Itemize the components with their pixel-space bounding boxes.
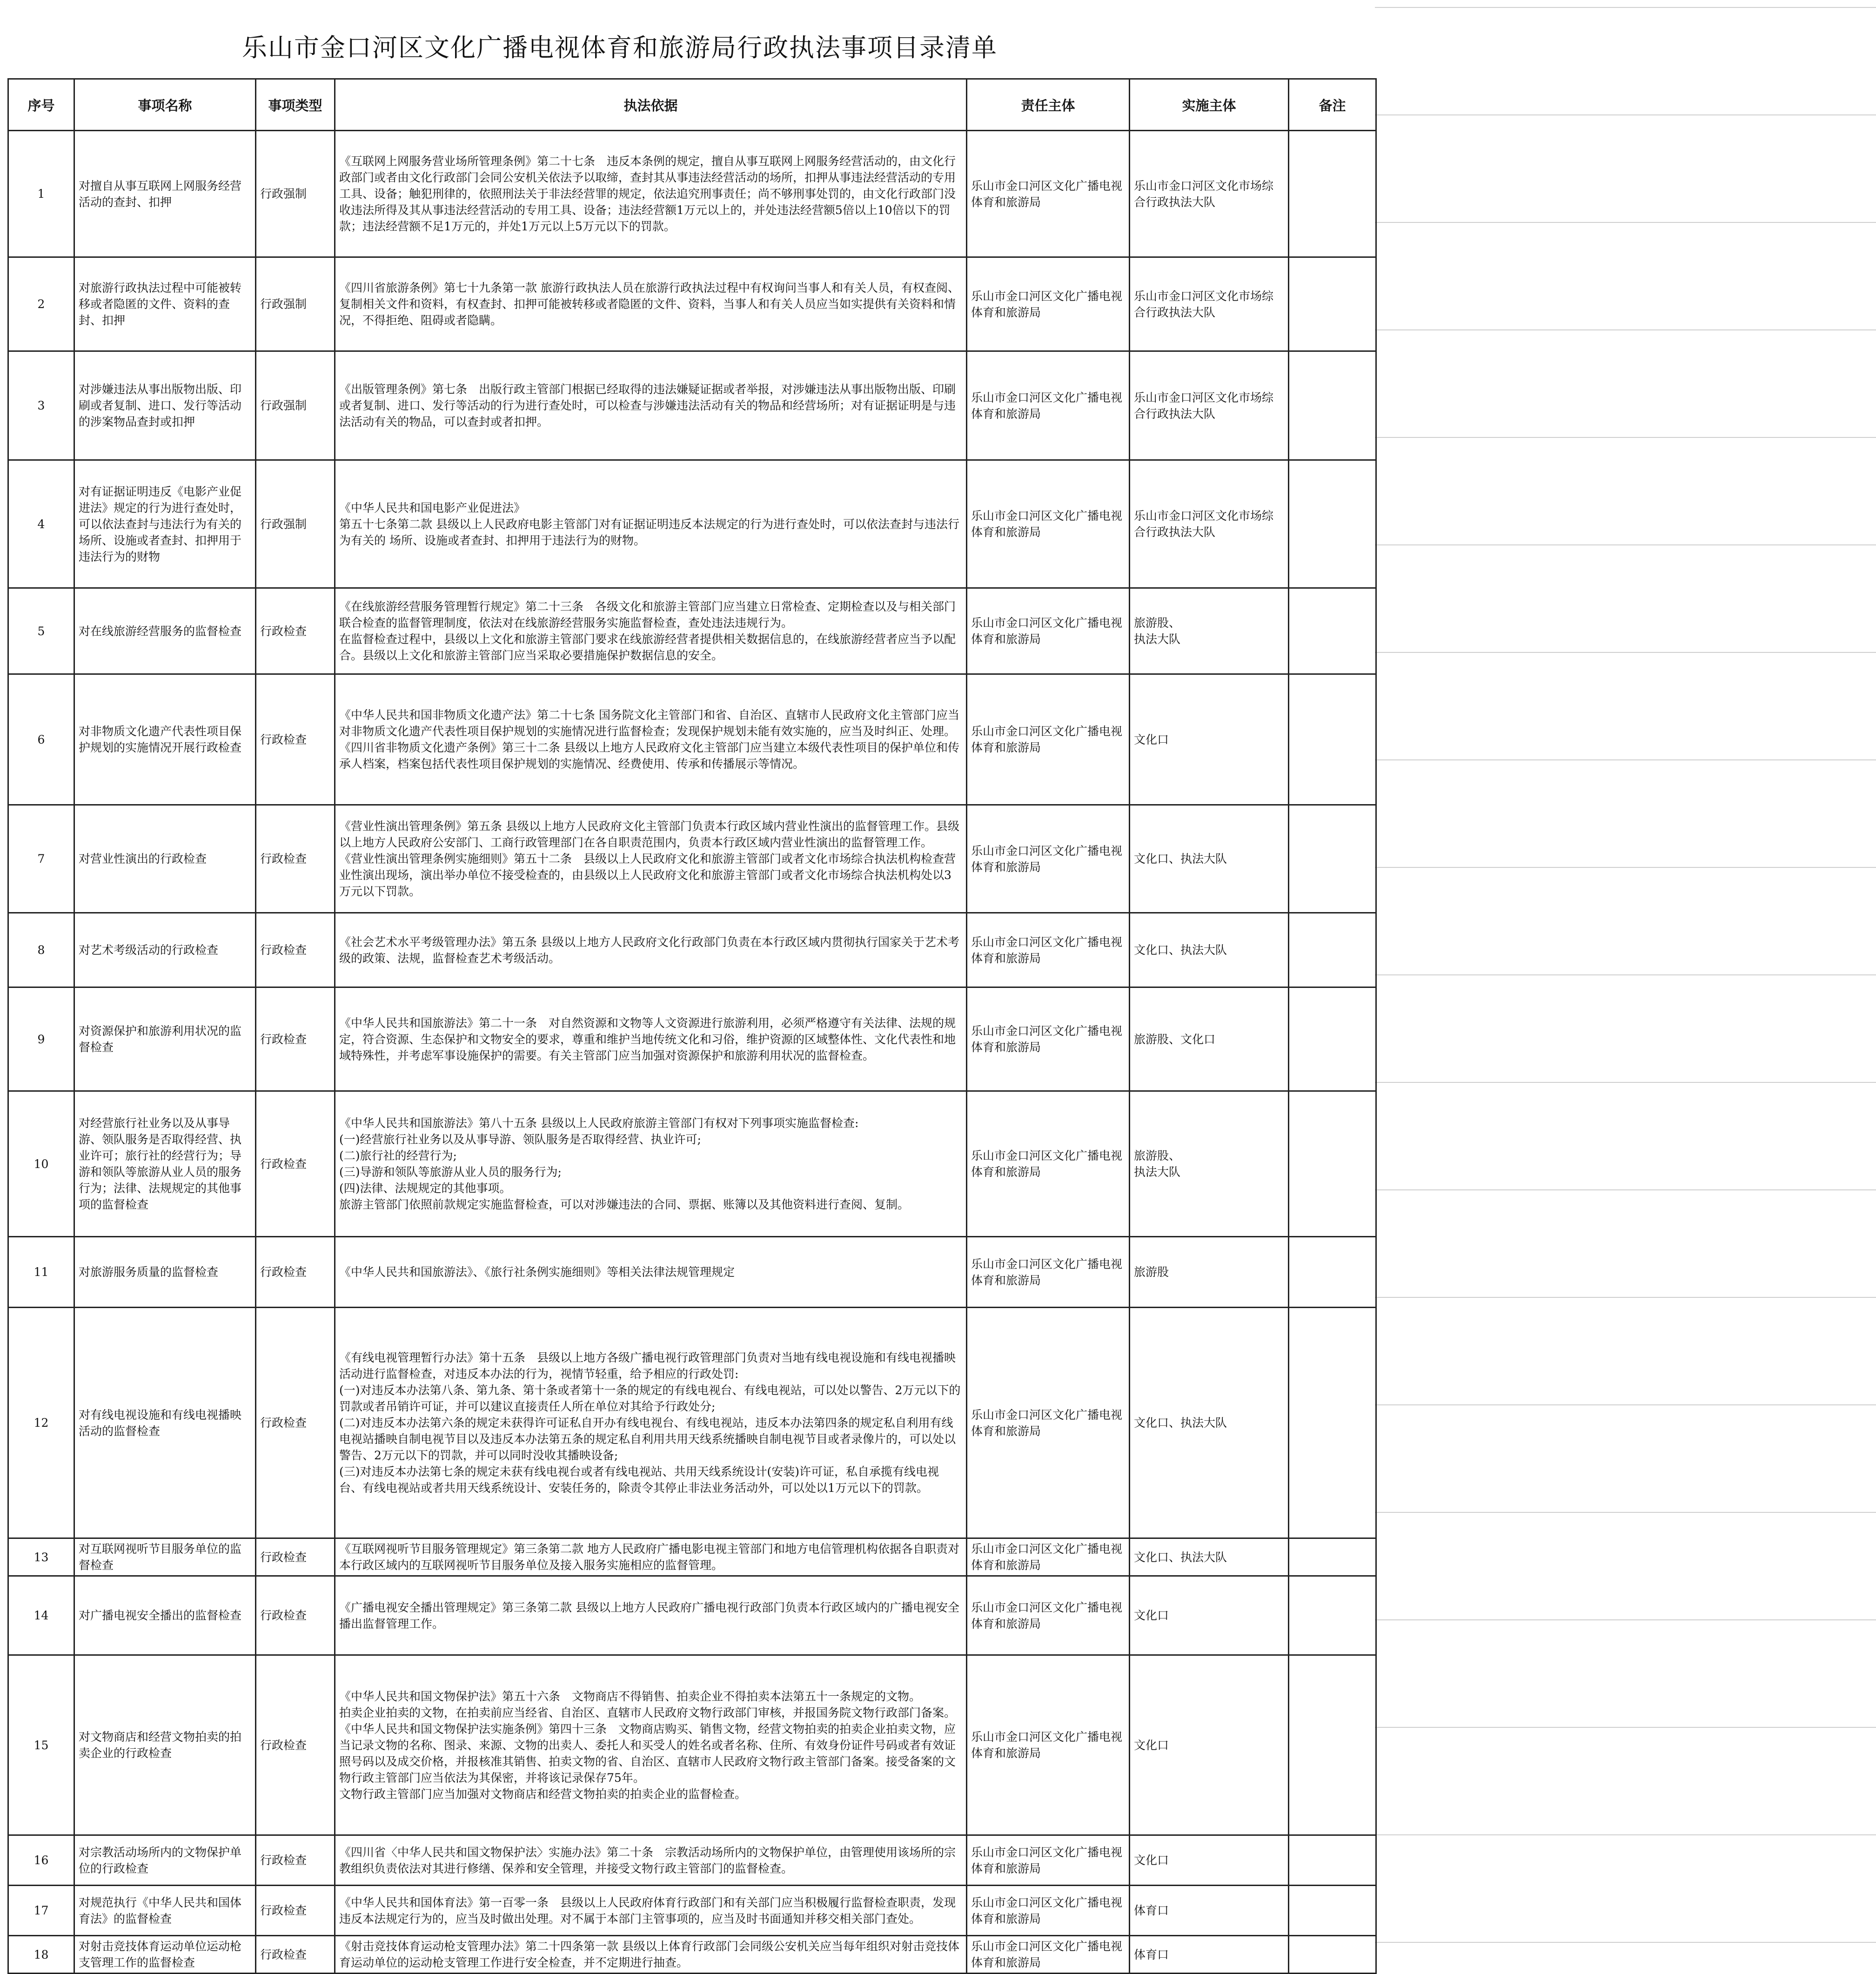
item-type-cell: 行政检查	[256, 674, 335, 805]
row-number: 2	[8, 257, 74, 351]
header-item-type: 事项类型	[256, 79, 335, 131]
item-type-cell: 行政检查	[256, 1655, 335, 1835]
responsible-entity-cell: 乐山市金口河区文化广播电视体育和旅游局	[967, 1576, 1130, 1655]
row-number: 16	[8, 1835, 74, 1886]
responsible-entity-cell: 乐山市金口河区文化广播电视体育和旅游局	[967, 1237, 1130, 1308]
responsible-entity-cell: 乐山市金口河区文化广播电视体育和旅游局	[967, 351, 1130, 460]
legal-basis-cell: 《中华人民共和国电影产业促进法》 第五十七条第二款 县级以上人民政府电影主管部门对有证据证明违反本法规定的行为进行查处时，可以依法查封与违法行为有关的 场所、设施或者查封、扣押用于违法行为的财物。	[335, 460, 967, 588]
responsible-entity-cell: 乐山市金口河区文化广播电视体育和旅游局	[967, 1538, 1130, 1576]
spreadsheet-gridlines	[1375, 0, 1876, 1972]
legal-basis-cell: 《出版管理条例》第七条 出版行政主管部门根据已经取得的违法嫌疑证据或者举报，对涉嫌违法从事出版物出版、印刷或者复制、进口、发行等活动的行为进行查处时，可以检查与涉嫌违法活动有关的物品和经营场所；对有证据证明是与违法活动有关的物品，可以查封或者扣押。	[335, 351, 967, 460]
remarks-cell	[1289, 805, 1376, 913]
responsible-entity-cell: 乐山市金口河区文化广播电视体育和旅游局	[967, 1091, 1130, 1237]
legal-basis-cell: 《中华人民共和国旅游法》第八十五条 县级以上人民政府旅游主管部门有权对下列事项实施监督检查: (一)经营旅行社业务以及从事导游、领队服务是否取得经营、执业许可; (二)旅行社的经营行为; (三)导游和领队等旅游从业人员的服务行为; (四)法律、法规规定的其他事项。 旅游主管部门依照前款规定实施监督检查，可以对涉嫌违法的合同、票据、账簿以及其他资料进行查阅、复制。	[335, 1091, 967, 1237]
legal-basis-cell: 《有线电视管理暂行办法》第十五条 县级以上地方各级广播电视行政管理部门负责对当地有线电视设施和有线电视播映活动进行监督检查，对违反本办法的行为，视情节轻重，给予相应的行政处罚: (一)对违反本办法第八条、第九条、第十条或者第十一条的规定的有线电视台、有线电视站，可以处以警告、2万元以下的罚款或者吊销许可证，并可以建议直接责任人所在单位对其给予行政处分; (二)对违反本办法第六条的规定未获得许可证私自开办有线电视台、有线电视站，违反本办法第四条的规定私自利用有线电视站播映自制电视节目以及违反本办法第五条的规定私自利用共用天线系统播映自制电视节目或者录像片的，可以处以警告、2万元以下的罚款，并可以同时没收其播映设备; (三)对违反本办法第七条的规定未获有线电视台或者有线电视站、共用天线系统设计(安装)许可证，私自承揽有线电视台、有线电视站或者共用天线系统设计、安装任务的，除责令其停止非法业务活动外，可以处以1万元以下的罚款。	[335, 1308, 967, 1538]
item-name-cell: 对涉嫌违法从事出版物出版、印刷或者复制、进口、发行等活动的涉案物品查封或扣押	[74, 351, 256, 460]
implementing-entity-cell: 文化口、执法大队	[1130, 1538, 1289, 1576]
legal-basis-cell: 《中华人民共和国非物质文化遗产法》第二十七条 国务院文化主管部门和省、自治区、直辖市人民政府文化主管部门应当对非物质文化遗产代表性项目保护规划的实施情况进行监督检查；发现保护规划未能有效实施的，应当及时纠正、处理。 《四川省非物质文化遗产条例》第三十二条 县级以上地方人民政府文化主管部门应当建立本级代表性项目的保护单位和传承人档案，档案包括代表性项目保护规划的实施情况、经费使用、传承和传播展示等情况。	[335, 674, 967, 805]
implementing-entity-cell: 文化口	[1130, 674, 1289, 805]
implementing-entity-cell: 体育口	[1130, 1886, 1289, 1936]
responsible-entity-cell: 乐山市金口河区文化广播电视体育和旅游局	[967, 588, 1130, 674]
remarks-cell	[1289, 913, 1376, 987]
implementing-entity-cell: 旅游股	[1130, 1237, 1289, 1308]
item-type-cell: 行政检查	[256, 1091, 335, 1237]
legal-basis-cell: 《中华人民共和国体育法》第一百零一条 县级以上人民政府体育行政部门和有关部门应当积极履行监督检查职责，发现违反本法规定行为的，应当及时做出处理。对不属于本部门主管事项的，应当及时书面通知并移交相关部门查处。	[335, 1886, 967, 1936]
legal-basis-cell: 《四川省〈中华人民共和国文物保护法〉实施办法》第二十条 宗教活动场所内的文物保护单位，由管理使用该场所的宗教组织负责依法对其进行修缮、保养和安全管理，并接受文物行政主管部门的监督检查。	[335, 1835, 967, 1886]
responsible-entity-cell: 乐山市金口河区文化广播电视体育和旅游局	[967, 913, 1130, 987]
item-type-cell: 行政检查	[256, 1835, 335, 1886]
legal-basis-cell: 《在线旅游经营服务管理暂行规定》第二十三条 各级文化和旅游主管部门应当建立日常检查、定期检查以及与相关部门联合检查的监督管理制度，依法对在线旅游经营服务实施监督检查，查处违法违规行为。 在监督检查过程中，县级以上文化和旅游主管部门要求在线旅游经营者提供相关数据信息的，在线旅游经营者应当予以配合。县级以上文化和旅游主管部门应当采取必要措施保护数据信息的安全。	[335, 588, 967, 674]
row-number: 8	[8, 913, 74, 987]
item-name-cell: 对广播电视安全播出的监督检查	[74, 1576, 256, 1655]
table-row	[8, 1237, 1376, 1308]
table-row	[8, 1091, 1376, 1237]
implementing-entity-cell: 旅游股、文化口	[1130, 987, 1289, 1091]
table-row	[8, 351, 1376, 460]
implementing-entity-cell: 乐山市金口河区文化市场综合行政执法大队	[1130, 257, 1289, 351]
table-row	[8, 1936, 1376, 1974]
remarks-cell	[1289, 588, 1376, 674]
remarks-cell	[1289, 1237, 1376, 1308]
item-name-cell: 对旅游行政执法过程中可能被转移或者隐匿的文件、资料的查封、扣押	[74, 257, 256, 351]
remarks-cell	[1289, 1576, 1376, 1655]
item-type-cell: 行政检查	[256, 805, 335, 913]
item-type-cell: 行政检查	[256, 987, 335, 1091]
legal-basis-cell: 《社会艺术水平考级管理办法》第五条 县级以上地方人民政府文化行政部门负责在本行政区域内贯彻执行国家关于艺术考级的政策、法规，监督检查艺术考级活动。	[335, 913, 967, 987]
header-remarks: 备注	[1289, 79, 1376, 131]
law-enforcement-table	[7, 78, 1377, 1974]
legal-basis-cell: 《互联网上网服务营业场所管理条例》第二十七条 违反本条例的规定，擅自从事互联网上网服务经营活动的，由文化行政部门或者由文化行政部门会同公安机关依法予以取缔，查封其从事违法经营活动的场所，扣押从事违法经营活动的专用工具、设备；触犯刑律的，依照刑法关于非法经营罪的规定，依法追究刑事责任；尚不够刑事处罚的，由文化行政部门没收违法所得及其从事违法经营活动的专用工具、设备；违法经营额1万元以上的，并处违法经营额5倍以上10倍以下的罚款；违法经营额不足1万元的，并处1万元以上5万元以下的罚款。	[335, 131, 967, 257]
item-name-cell: 对在线旅游经营服务的监督检查	[74, 588, 256, 674]
legal-basis-cell: 《营业性演出管理条例》第五条 县级以上地方人民政府文化主管部门负责本行政区域内营业性演出的监督管理工作。县级以上地方人民政府公安部门、工商行政管理部门在各自职责范围内，负责本行政区域内营业性演出的监督管理工作。 《营业性演出管理条例实施细则》第五十二条 县级以上人民政府文化和旅游主管部门或者文化市场综合执法机构检查营业性演出现场，演出举办单位不接受检查的，由县级以上人民政府文化和旅游主管部门或者文化市场综合执法机构处以3万元以下罚款。	[335, 805, 967, 913]
item-name-cell: 对有证据证明违反《电影产业促进法》规定的行为进行查处时，可以依法查封与违法行为有关的场所、设施或者查封、扣押用于违法行为的财物	[74, 460, 256, 588]
item-type-cell: 行政强制	[256, 131, 335, 257]
responsible-entity-cell: 乐山市金口河区文化广播电视体育和旅游局	[967, 1835, 1130, 1886]
page-title: 乐山市金口河区文化广播电视体育和旅游局行政执法事项目录清单	[242, 33, 998, 62]
item-type-cell: 行政强制	[256, 460, 335, 588]
header-legal-basis: 执法依据	[335, 79, 967, 131]
responsible-entity-cell: 乐山市金口河区文化广播电视体育和旅游局	[967, 460, 1130, 588]
legal-basis-cell: 《中华人民共和国旅游法》、《旅行社条例实施细则》等相关法律法规管理规定	[335, 1237, 967, 1308]
remarks-cell	[1289, 1308, 1376, 1538]
responsible-entity-cell: 乐山市金口河区文化广播电视体育和旅游局	[967, 987, 1130, 1091]
remarks-cell	[1289, 1091, 1376, 1237]
item-name-cell: 对擅自从事互联网上网服务经营活动的查封、扣押	[74, 131, 256, 257]
item-name-cell: 对规范执行《中华人民共和国体育法》的监督检查	[74, 1886, 256, 1936]
table-row	[8, 1655, 1376, 1835]
item-name-cell: 对旅游服务质量的监督检查	[74, 1237, 256, 1308]
implementing-entity-cell: 体育口	[1130, 1936, 1289, 1974]
header-number: 序号	[8, 79, 74, 131]
table-row	[8, 987, 1376, 1091]
item-type-cell: 行政强制	[256, 351, 335, 460]
remarks-cell	[1289, 1538, 1376, 1576]
item-type-cell: 行政检查	[256, 1886, 335, 1936]
table-row	[8, 588, 1376, 674]
row-number: 10	[8, 1091, 74, 1237]
item-type-cell: 行政检查	[256, 1308, 335, 1538]
legal-basis-cell: 《四川省旅游条例》第七十九条第一款 旅游行政执法人员在旅游行政执法过程中有权询问当事人和有关人员，有权查阅、复制相关文件和资料，有权查封、扣押可能被转移或者隐匿的文件、资料，当事人和有关人员应当如实提供有关资料和情况，不得拒绝、阻碍或者隐瞒。	[335, 257, 967, 351]
implementing-entity-cell: 旅游股、 执法大队	[1130, 1091, 1289, 1237]
item-name-cell: 对射击竞技体育运动单位运动枪支管理工作的监督检查	[74, 1936, 256, 1974]
item-name-cell: 对非物质文化遗产代表性项目保护规划的实施情况开展行政检查	[74, 674, 256, 805]
item-type-cell: 行政检查	[256, 1576, 335, 1655]
table-row	[8, 805, 1376, 913]
remarks-cell	[1289, 351, 1376, 460]
implementing-entity-cell: 文化口、执法大队	[1130, 913, 1289, 987]
item-name-cell: 对有线电视设施和有线电视播映活动的监督检查	[74, 1308, 256, 1538]
row-number: 11	[8, 1237, 74, 1308]
legal-basis-cell: 《中华人民共和国文物保护法》第五十六条 文物商店不得销售、拍卖企业不得拍卖本法第五十一条规定的文物。 拍卖企业拍卖的文物，在拍卖前应当经省、自治区、直辖市人民政府文物行政部门审核，并报国务院文物行政部门备案。 《中华人民共和国文物保护法实施条例》第四十三条 文物商店购买、销售文物，经营文物拍卖的拍卖企业拍卖文物，应当记录文物的名称、图录、来源、文物的出卖人、委托人和买受人的姓名或者名称、住所、有效身份证件号码或者有效证照号码以及成交价格，并报核准其销售、拍卖文物的省、自治区、直辖市人民政府文物行政主管部门备案。接受备案的文物行政主管部门应当依法为其保密，并将该记录保存75年。 文物行政主管部门应当加强对文物商店和经营文物拍卖的拍卖企业的监督检查。	[335, 1655, 967, 1835]
item-name-cell: 对互联网视听节目服务单位的监督检查	[74, 1538, 256, 1576]
table-row	[8, 460, 1376, 588]
implementing-entity-cell: 乐山市金口河区文化市场综合行政执法大队	[1130, 460, 1289, 588]
row-number: 6	[8, 674, 74, 805]
row-number: 9	[8, 987, 74, 1091]
responsible-entity-cell: 乐山市金口河区文化广播电视体育和旅游局	[967, 1655, 1130, 1835]
responsible-entity-cell: 乐山市金口河区文化广播电视体育和旅游局	[967, 1886, 1130, 1936]
item-name-cell: 对宗教活动场所内的文物保护单位的行政检查	[74, 1835, 256, 1886]
row-number: 13	[8, 1538, 74, 1576]
table-row	[8, 1835, 1376, 1886]
implementing-entity-cell: 文化口、执法大队	[1130, 805, 1289, 913]
remarks-cell	[1289, 674, 1376, 805]
table-row	[8, 131, 1376, 257]
item-type-cell: 行政检查	[256, 1237, 335, 1308]
legal-basis-cell: 《射击竞技体育运动枪支管理办法》第二十四条第一款 县级以上体育行政部门会同级公安机关应当每年组织对射击竞技体育运动单位的运动枪支管理工作进行安全检查，并不定期进行抽查。	[335, 1936, 967, 1974]
responsible-entity-cell: 乐山市金口河区文化广播电视体育和旅游局	[967, 131, 1130, 257]
table-row	[8, 1576, 1376, 1655]
row-number: 1	[8, 131, 74, 257]
table-row	[8, 674, 1376, 805]
item-type-cell: 行政检查	[256, 1936, 335, 1974]
row-number: 7	[8, 805, 74, 913]
row-number: 15	[8, 1655, 74, 1835]
remarks-cell	[1289, 257, 1376, 351]
row-number: 5	[8, 588, 74, 674]
row-number: 3	[8, 351, 74, 460]
item-name-cell: 对营业性演出的行政检查	[74, 805, 256, 913]
remarks-cell	[1289, 1936, 1376, 1974]
implementing-entity-cell: 文化口	[1130, 1835, 1289, 1886]
legal-basis-cell: 《互联网视听节目服务管理规定》第三条第二款 地方人民政府广播电影电视主管部门和地方电信管理机构依据各自职责对本行政区域内的互联网视听节目服务单位及接入服务实施相应的监督管理。	[335, 1538, 967, 1576]
item-type-cell: 行政检查	[256, 1538, 335, 1576]
responsible-entity-cell: 乐山市金口河区文化广播电视体育和旅游局	[967, 805, 1130, 913]
header-responsible-entity: 责任主体	[967, 79, 1130, 131]
responsible-entity-cell: 乐山市金口河区文化广播电视体育和旅游局	[967, 1308, 1130, 1538]
item-name-cell: 对文物商店和经营文物拍卖的拍卖企业的行政检查	[74, 1655, 256, 1835]
remarks-cell	[1289, 131, 1376, 257]
table-row	[8, 1308, 1376, 1538]
legal-basis-cell: 《广播电视安全播出管理规定》第三条第二款 县级以上地方人民政府广播电视行政部门负责本行政区域内的广播电视安全播出监督管理工作。	[335, 1576, 967, 1655]
table-header-row	[8, 79, 1376, 131]
responsible-entity-cell: 乐山市金口河区文化广播电视体育和旅游局	[967, 674, 1130, 805]
row-number: 4	[8, 460, 74, 588]
item-name-cell: 对经营旅行社业务以及从事导游、领队服务是否取得经营、执业许可；旅行社的经营行为；导游和领队等旅游从业人员的服务行为；法律、法规规定的其他事项的监督检查	[74, 1091, 256, 1237]
remarks-cell	[1289, 1655, 1376, 1835]
item-name-cell: 对资源保护和旅游利用状况的监督检查	[74, 987, 256, 1091]
remarks-cell	[1289, 460, 1376, 588]
legal-basis-cell: 《中华人民共和国旅游法》第二十一条 对自然资源和文物等人文资源进行旅游利用，必须严格遵守有关法律、法规的规定，符合资源、生态保护和文物安全的要求，尊重和维护当地传统文化和习俗，维护资源的区域整体性、文化代表性和地域特殊性，并考虑军事设施保护的需要。有关主管部门应当加强对资源保护和旅游利用状况的监督检查。	[335, 987, 967, 1091]
header-implementing-entity: 实施主体	[1130, 79, 1289, 131]
implementing-entity-cell: 文化口、执法大队	[1130, 1308, 1289, 1538]
remarks-cell	[1289, 1835, 1376, 1886]
implementing-entity-cell: 文化口	[1130, 1576, 1289, 1655]
implementing-entity-cell: 乐山市金口河区文化市场综合行政执法大队	[1130, 351, 1289, 460]
implementing-entity-cell: 文化口	[1130, 1655, 1289, 1835]
implementing-entity-cell: 乐山市金口河区文化市场综合行政执法大队	[1130, 131, 1289, 257]
table-row	[8, 257, 1376, 351]
table-row	[8, 1886, 1376, 1936]
row-number: 18	[8, 1936, 74, 1974]
remarks-cell	[1289, 987, 1376, 1091]
item-type-cell: 行政强制	[256, 257, 335, 351]
table-body	[8, 131, 1376, 1974]
table-row	[8, 1538, 1376, 1576]
item-type-cell: 行政检查	[256, 913, 335, 987]
row-number: 14	[8, 1576, 74, 1655]
table-row	[8, 913, 1376, 987]
responsible-entity-cell: 乐山市金口河区文化广播电视体育和旅游局	[967, 257, 1130, 351]
item-name-cell: 对艺术考级活动的行政检查	[74, 913, 256, 987]
row-number: 17	[8, 1886, 74, 1936]
row-number: 12	[8, 1308, 74, 1538]
implementing-entity-cell: 旅游股、 执法大队	[1130, 588, 1289, 674]
item-type-cell: 行政检查	[256, 588, 335, 674]
header-item-name: 事项名称	[74, 79, 256, 131]
responsible-entity-cell: 乐山市金口河区文化广播电视体育和旅游局	[967, 1936, 1130, 1974]
remarks-cell	[1289, 1886, 1376, 1936]
